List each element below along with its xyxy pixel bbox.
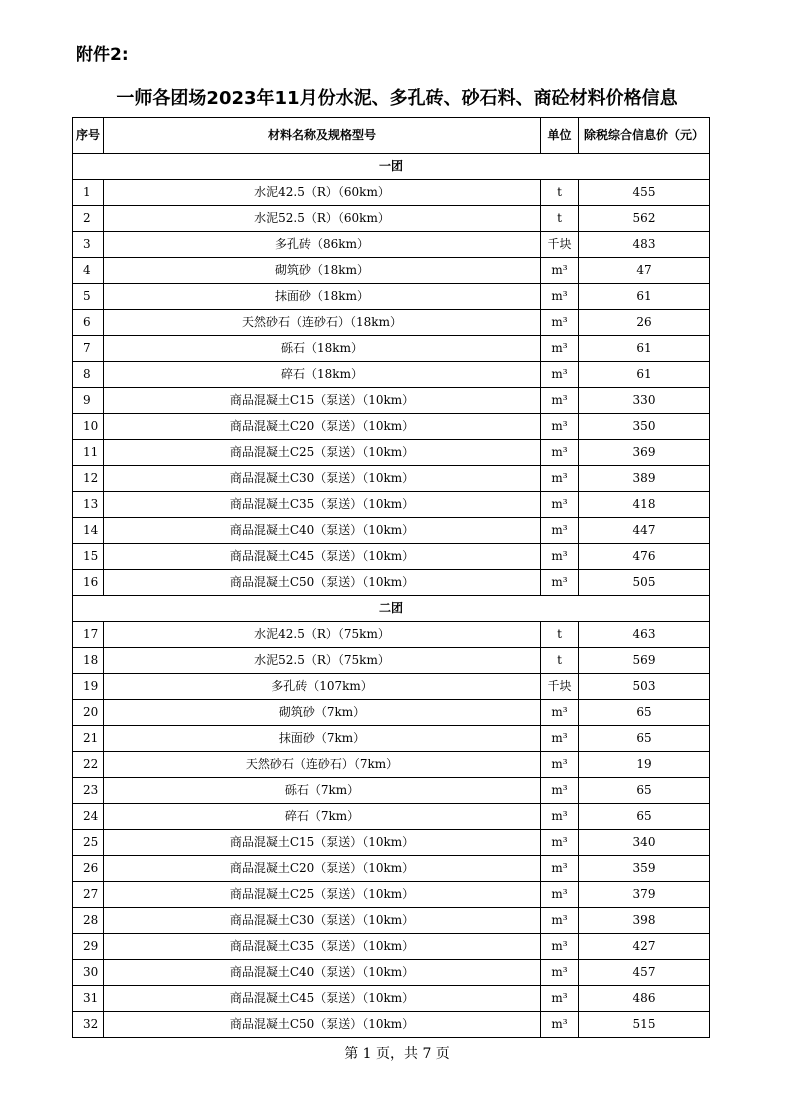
cell-no: 3 <box>73 232 104 258</box>
cell-unit: m³ <box>541 388 579 414</box>
cell-no: 10 <box>73 414 104 440</box>
table-row <box>73 232 710 258</box>
cell-name: 商品混凝土C20（泵送）（10km） <box>104 414 541 440</box>
table-header-row <box>73 118 710 154</box>
cell-name: 天然砂石（连砂石）（18km） <box>104 310 541 336</box>
table-row <box>73 310 710 336</box>
cell-name: 商品混凝土C25（泵送）（10km） <box>104 440 541 466</box>
cell-price: 486 <box>579 986 710 1012</box>
table-row <box>73 544 710 570</box>
cell-price: 61 <box>579 284 710 310</box>
cell-unit: m³ <box>541 986 579 1012</box>
cell-name: 多孔砖（107km） <box>104 674 541 700</box>
cell-no: 12 <box>73 466 104 492</box>
table-row <box>73 336 710 362</box>
table-row <box>73 284 710 310</box>
cell-no: 25 <box>73 830 104 856</box>
table-row <box>73 258 710 284</box>
cell-price: 483 <box>579 232 710 258</box>
cell-no: 9 <box>73 388 104 414</box>
cell-unit: t <box>541 180 579 206</box>
table-row <box>73 830 710 856</box>
table-row <box>73 466 710 492</box>
annex-label: 附件2: <box>76 45 129 65</box>
cell-price: 61 <box>579 336 710 362</box>
cell-price: 379 <box>579 882 710 908</box>
table-row <box>73 856 710 882</box>
cell-no: 16 <box>73 570 104 596</box>
table-row <box>73 492 710 518</box>
price-table <box>72 117 710 1038</box>
cell-no: 24 <box>73 804 104 830</box>
cell-no: 32 <box>73 1012 104 1038</box>
cell-no: 19 <box>73 674 104 700</box>
cell-unit: m³ <box>541 362 579 388</box>
cell-unit: m³ <box>541 440 579 466</box>
cell-price: 26 <box>579 310 710 336</box>
table-row <box>73 180 710 206</box>
cell-name: 多孔砖（86km） <box>104 232 541 258</box>
cell-price: 515 <box>579 1012 710 1038</box>
cell-unit: m³ <box>541 518 579 544</box>
cell-price: 65 <box>579 804 710 830</box>
cell-no: 7 <box>73 336 104 362</box>
table-row <box>73 700 710 726</box>
group-row <box>73 154 710 180</box>
cell-no: 27 <box>73 882 104 908</box>
table-row <box>73 206 710 232</box>
cell-unit: m³ <box>541 934 579 960</box>
cell-price: 503 <box>579 674 710 700</box>
cell-name: 砌筑砂（7km） <box>104 700 541 726</box>
group-name: 一团 <box>73 154 710 180</box>
table-row <box>73 414 710 440</box>
cell-unit: m³ <box>541 284 579 310</box>
cell-no: 15 <box>73 544 104 570</box>
cell-name: 商品混凝土C15（泵送）（10km） <box>104 830 541 856</box>
cell-price: 19 <box>579 752 710 778</box>
header-name: 材料名称及规格型号 <box>104 118 541 154</box>
cell-name: 砾石（7km） <box>104 778 541 804</box>
table-row <box>73 674 710 700</box>
cell-price: 65 <box>579 726 710 752</box>
cell-price: 562 <box>579 206 710 232</box>
cell-unit: m³ <box>541 414 579 440</box>
cell-price: 447 <box>579 518 710 544</box>
cell-price: 427 <box>579 934 710 960</box>
cell-no: 21 <box>73 726 104 752</box>
cell-no: 30 <box>73 960 104 986</box>
cell-no: 29 <box>73 934 104 960</box>
cell-no: 26 <box>73 856 104 882</box>
header-no: 序号 <box>73 118 104 154</box>
cell-unit: m³ <box>541 856 579 882</box>
cell-price: 457 <box>579 960 710 986</box>
cell-no: 6 <box>73 310 104 336</box>
cell-unit: m³ <box>541 778 579 804</box>
table-row <box>73 570 710 596</box>
table-row <box>73 726 710 752</box>
cell-price: 569 <box>579 648 710 674</box>
cell-price: 350 <box>579 414 710 440</box>
cell-no: 28 <box>73 908 104 934</box>
table-row <box>73 622 710 648</box>
cell-name: 商品混凝土C30（泵送）（10km） <box>104 466 541 492</box>
header-unit: 单位 <box>541 118 579 154</box>
cell-unit: m³ <box>541 570 579 596</box>
table-row <box>73 440 710 466</box>
cell-unit: m³ <box>541 1012 579 1038</box>
cell-unit: t <box>541 206 579 232</box>
table-row <box>73 388 710 414</box>
cell-name: 商品混凝土C35（泵送）（10km） <box>104 492 541 518</box>
cell-price: 47 <box>579 258 710 284</box>
cell-name: 砌筑砂（18km） <box>104 258 541 284</box>
cell-unit: m³ <box>541 960 579 986</box>
cell-no: 1 <box>73 180 104 206</box>
cell-unit: m³ <box>541 258 579 284</box>
cell-name: 碎石（18km） <box>104 362 541 388</box>
cell-price: 61 <box>579 362 710 388</box>
cell-name: 砾石（18km） <box>104 336 541 362</box>
cell-no: 8 <box>73 362 104 388</box>
cell-name: 天然砂石（连砂石）（7km） <box>104 752 541 778</box>
cell-price: 359 <box>579 856 710 882</box>
cell-name: 商品混凝土C35（泵送）（10km） <box>104 934 541 960</box>
cell-no: 20 <box>73 700 104 726</box>
table-row <box>73 1012 710 1038</box>
cell-unit: t <box>541 622 579 648</box>
cell-name: 抹面砂（18km） <box>104 284 541 310</box>
table-body <box>73 154 710 1038</box>
cell-price: 389 <box>579 466 710 492</box>
cell-price: 330 <box>579 388 710 414</box>
cell-no: 5 <box>73 284 104 310</box>
table-row <box>73 986 710 1012</box>
cell-price: 418 <box>579 492 710 518</box>
cell-name: 商品混凝土C50（泵送）（10km） <box>104 1012 541 1038</box>
cell-unit: m³ <box>541 310 579 336</box>
cell-price: 65 <box>579 700 710 726</box>
cell-no: 11 <box>73 440 104 466</box>
cell-no: 22 <box>73 752 104 778</box>
cell-unit: m³ <box>541 466 579 492</box>
cell-unit: m³ <box>541 804 579 830</box>
cell-no: 13 <box>73 492 104 518</box>
cell-name: 商品混凝土C20（泵送）（10km） <box>104 856 541 882</box>
cell-name: 商品混凝土C50（泵送）（10km） <box>104 570 541 596</box>
cell-unit: m³ <box>541 492 579 518</box>
table-row <box>73 908 710 934</box>
table-row <box>73 648 710 674</box>
cell-unit: m³ <box>541 544 579 570</box>
cell-no: 2 <box>73 206 104 232</box>
header-price: 除税综合信息价（元） <box>579 118 710 154</box>
cell-no: 14 <box>73 518 104 544</box>
cell-unit: m³ <box>541 700 579 726</box>
cell-name: 水泥42.5（R）（75km） <box>104 622 541 648</box>
cell-name: 商品混凝土C15（泵送）（10km） <box>104 388 541 414</box>
cell-price: 455 <box>579 180 710 206</box>
cell-price: 369 <box>579 440 710 466</box>
cell-name: 商品混凝土C45（泵送）（10km） <box>104 544 541 570</box>
cell-name: 商品混凝土C30（泵送）（10km） <box>104 908 541 934</box>
page-footer: 第 1 页，共 7 页 <box>344 1046 450 1062</box>
cell-unit: m³ <box>541 752 579 778</box>
group-row <box>73 596 710 622</box>
cell-unit: m³ <box>541 882 579 908</box>
cell-name: 商品混凝土C45（泵送）（10km） <box>104 986 541 1012</box>
table-row <box>73 960 710 986</box>
table-row <box>73 752 710 778</box>
cell-name: 抹面砂（7km） <box>104 726 541 752</box>
cell-unit: 千块 <box>541 232 579 258</box>
cell-unit: m³ <box>541 336 579 362</box>
cell-unit: t <box>541 648 579 674</box>
page-title: 一师各团场2023年11月份水泥、多孔砖、砂石料、商砼材料价格信息 <box>116 88 678 109</box>
cell-name: 碎石（7km） <box>104 804 541 830</box>
cell-name: 商品混凝土C40（泵送）（10km） <box>104 960 541 986</box>
cell-no: 17 <box>73 622 104 648</box>
cell-price: 463 <box>579 622 710 648</box>
cell-price: 65 <box>579 778 710 804</box>
cell-unit: m³ <box>541 726 579 752</box>
cell-no: 31 <box>73 986 104 1012</box>
cell-unit: m³ <box>541 908 579 934</box>
cell-no: 18 <box>73 648 104 674</box>
table-row <box>73 362 710 388</box>
cell-name: 商品混凝土C40（泵送）（10km） <box>104 518 541 544</box>
table-row <box>73 934 710 960</box>
cell-unit: 千块 <box>541 674 579 700</box>
cell-price: 505 <box>579 570 710 596</box>
cell-name: 商品混凝土C25（泵送）（10km） <box>104 882 541 908</box>
table-row <box>73 778 710 804</box>
group-name: 二团 <box>73 596 710 622</box>
cell-price: 340 <box>579 830 710 856</box>
cell-price: 398 <box>579 908 710 934</box>
cell-no: 23 <box>73 778 104 804</box>
cell-name: 水泥52.5（R）（75km） <box>104 648 541 674</box>
cell-name: 水泥52.5（R）（60km） <box>104 206 541 232</box>
cell-price: 476 <box>579 544 710 570</box>
cell-unit: m³ <box>541 830 579 856</box>
table-row <box>73 804 710 830</box>
cell-name: 水泥42.5（R）（60km） <box>104 180 541 206</box>
cell-no: 4 <box>73 258 104 284</box>
table-row <box>73 882 710 908</box>
table-row <box>73 518 710 544</box>
